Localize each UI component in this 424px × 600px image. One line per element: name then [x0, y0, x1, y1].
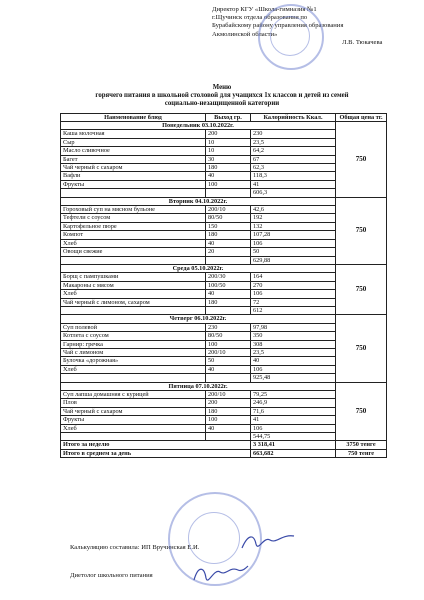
cell-empty — [61, 306, 206, 314]
cell-weight: 200/10 — [206, 391, 251, 399]
title-line3: социально-незащищенной категории — [164, 100, 280, 108]
cell-dish: Плов — [61, 399, 206, 407]
cell-weight: 200/10 — [206, 206, 251, 214]
cell-dish: Суп лапша домашняя с курицей — [61, 391, 206, 399]
cell-kcal: 192 — [251, 214, 336, 222]
cell-kcal: 67 — [251, 155, 336, 163]
cell-kcal: 106 — [251, 239, 336, 247]
cell-kcal: 132 — [251, 222, 336, 230]
cell-dish: Хлеб — [61, 290, 206, 298]
cell-weight: 10 — [206, 147, 251, 155]
cell-dish: Хлеб — [61, 365, 206, 373]
cell-weight: 30 — [206, 155, 251, 163]
cell-weight: 150 — [206, 222, 251, 230]
cell-weight: 100 — [206, 180, 251, 188]
approval-line: г.Щучинск отдела образования по — [212, 14, 308, 22]
cell-dish: Картофельное пюре — [61, 222, 206, 230]
cell-weight: 200 — [206, 130, 251, 138]
day-price: 750 — [336, 264, 387, 314]
stamp-bottom-inner — [188, 512, 240, 564]
day-price: 750 — [336, 197, 387, 264]
menu-table — [60, 113, 387, 458]
cell-dish: Борщ с пампушками — [61, 273, 206, 281]
cell-kcal: 79,25 — [251, 391, 336, 399]
approval-line: Л.В. Тюкачева — [342, 38, 383, 46]
day-header-row — [61, 315, 387, 323]
total-kcal: 3 318,41 — [251, 441, 336, 449]
cell-empty — [206, 256, 251, 264]
total-kcal: 663,682 — [251, 449, 336, 457]
cell-dish: Гарнир: гречка — [61, 340, 206, 348]
day-label: Понедельник 03.10.2022г. — [61, 122, 336, 130]
cell-kcal: 350 — [251, 332, 336, 340]
cell-dish: Вафли — [61, 172, 206, 180]
cell-dish: Тефтели с соусом — [61, 214, 206, 222]
cell-dish: Хлеб — [61, 239, 206, 247]
day-price: 750 — [336, 382, 387, 441]
cell-dish: Чай черный с лимоном, сахаром — [61, 298, 206, 306]
cell-weight: 10 — [206, 138, 251, 146]
total-price: 750 тенге — [336, 449, 387, 457]
cell-empty — [61, 433, 206, 441]
cell-kcal: 270 — [251, 281, 336, 289]
header-price: Общая цена тг. — [336, 114, 387, 122]
day-total-kcal: 606,3 — [251, 189, 336, 197]
signature-calc — [238, 530, 298, 554]
cell-weight: 200/30 — [206, 273, 251, 281]
cell-kcal: 50 — [251, 248, 336, 256]
cell-empty — [206, 189, 251, 197]
cell-kcal: 106 — [251, 290, 336, 298]
cell-weight: 40 — [206, 290, 251, 298]
cell-kcal: 41 — [251, 180, 336, 188]
cell-weight: 100/50 — [206, 281, 251, 289]
cell-dish: Котлета с соусом — [61, 332, 206, 340]
total-label: Итого за неделю — [61, 441, 251, 449]
cell-dish: Компот — [61, 231, 206, 239]
cell-kcal: 118,3 — [251, 172, 336, 180]
cell-dish: Чай черный с сахаром — [61, 164, 206, 172]
cell-kcal: 23,5 — [251, 348, 336, 356]
calc-author: Калькуляцию составила: ИП Вручинская Е.И. — [70, 544, 200, 551]
cell-kcal: 41 — [251, 416, 336, 424]
cell-weight: 80/50 — [206, 332, 251, 340]
cell-kcal: 71,6 — [251, 407, 336, 415]
cell-weight: 100 — [206, 416, 251, 424]
cell-kcal: 97,98 — [251, 323, 336, 331]
approval-line: Акмолинской области» — [212, 30, 278, 38]
cell-weight: 50 — [206, 357, 251, 365]
day-label: Пятница 07.10.2022г. — [61, 382, 336, 390]
cell-weight: 200/10 — [206, 348, 251, 356]
title-line2: горячего питания в школьной столовой для учащихся 1х классов и детей из семей — [95, 92, 349, 100]
day-label: Четверг 06.10.2022г. — [61, 315, 336, 323]
table-header-row — [61, 114, 387, 122]
dietitian-label: Диетолог школьного питания — [70, 572, 153, 579]
approval-line: Бурабайскому району управления образования — [212, 22, 344, 30]
cell-weight: 200 — [206, 399, 251, 407]
cell-weight: 180 — [206, 231, 251, 239]
cell-empty — [61, 189, 206, 197]
header-weight: Выход гр. — [206, 114, 251, 122]
title-line1: Меню — [212, 84, 232, 91]
approval-line: Директор КГУ «Школа-гимназия №1 — [212, 6, 317, 13]
cell-weight: 80/50 — [206, 214, 251, 222]
cell-kcal: 308 — [251, 340, 336, 348]
cell-kcal: 42,6 — [251, 206, 336, 214]
cell-kcal: 106 — [251, 365, 336, 373]
cell-empty — [206, 433, 251, 441]
day-total-kcal: 544,75 — [251, 433, 336, 441]
header-dish: Наименование блюд — [61, 114, 206, 122]
cell-dish: Фрукты — [61, 180, 206, 188]
day-header-row — [61, 264, 387, 272]
cell-weight: 100 — [206, 340, 251, 348]
cell-kcal: 106 — [251, 424, 336, 432]
cell-empty — [206, 306, 251, 314]
cell-kcal: 246,9 — [251, 399, 336, 407]
day-total-kcal: 925,48 — [251, 374, 336, 382]
cell-weight: 40 — [206, 172, 251, 180]
day-price: 750 — [336, 315, 387, 382]
day-total-kcal: 612 — [251, 306, 336, 314]
day-label: Вторник 04.10.2022г. — [61, 197, 336, 205]
cell-weight: 180 — [206, 164, 251, 172]
cell-empty — [61, 374, 206, 382]
day-total-kcal: 629,88 — [251, 256, 336, 264]
cell-weight: 40 — [206, 239, 251, 247]
week-total-row — [61, 441, 387, 449]
stamp-top-inner — [270, 16, 310, 56]
cell-dish: Чай с лимоном — [61, 348, 206, 356]
cell-kcal: 64,2 — [251, 147, 336, 155]
signature-dietitian — [190, 560, 250, 588]
day-header-row — [61, 382, 387, 390]
cell-weight: 20 — [206, 248, 251, 256]
cell-weight: 180 — [206, 407, 251, 415]
cell-kcal: 40 — [251, 357, 336, 365]
cell-dish: Овощи свежие — [61, 248, 206, 256]
day-price: 750 — [336, 122, 387, 198]
cell-kcal: 230 — [251, 130, 336, 138]
total-price: 3750 тенге — [336, 441, 387, 449]
cell-dish: Багет — [61, 155, 206, 163]
cell-kcal: 72 — [251, 298, 336, 306]
cell-dish: Каша молочная — [61, 130, 206, 138]
cell-weight: 230 — [206, 323, 251, 331]
cell-weight: 180 — [206, 298, 251, 306]
menu-title — [60, 84, 384, 109]
cell-kcal: 107,28 — [251, 231, 336, 239]
cell-kcal: 62,3 — [251, 164, 336, 172]
cell-dish: Булочка «дорожная» — [61, 357, 206, 365]
cell-empty — [61, 256, 206, 264]
total-label: Итого в среднем за день — [61, 449, 251, 457]
cell-empty — [206, 374, 251, 382]
day-header-row — [61, 122, 387, 130]
cell-kcal: 23,5 — [251, 138, 336, 146]
avg-total-row — [61, 449, 387, 457]
cell-dish: Суп полевой — [61, 323, 206, 331]
cell-dish: Макароны с мясом — [61, 281, 206, 289]
header-kcal: Калорийность Ккал. — [251, 114, 336, 122]
cell-dish: Чай черный с сахаром — [61, 407, 206, 415]
day-header-row — [61, 197, 387, 205]
cell-dish: Сыр — [61, 138, 206, 146]
cell-weight: 40 — [206, 424, 251, 432]
cell-dish: Фрукты — [61, 416, 206, 424]
cell-dish: Гороховый суп на мясном бульоне — [61, 206, 206, 214]
cell-dish: Масло сливочное — [61, 147, 206, 155]
cell-kcal: 164 — [251, 273, 336, 281]
cell-dish: Хлеб — [61, 424, 206, 432]
cell-weight: 40 — [206, 365, 251, 373]
day-label: Среда 05.10.2022г. — [61, 264, 336, 272]
